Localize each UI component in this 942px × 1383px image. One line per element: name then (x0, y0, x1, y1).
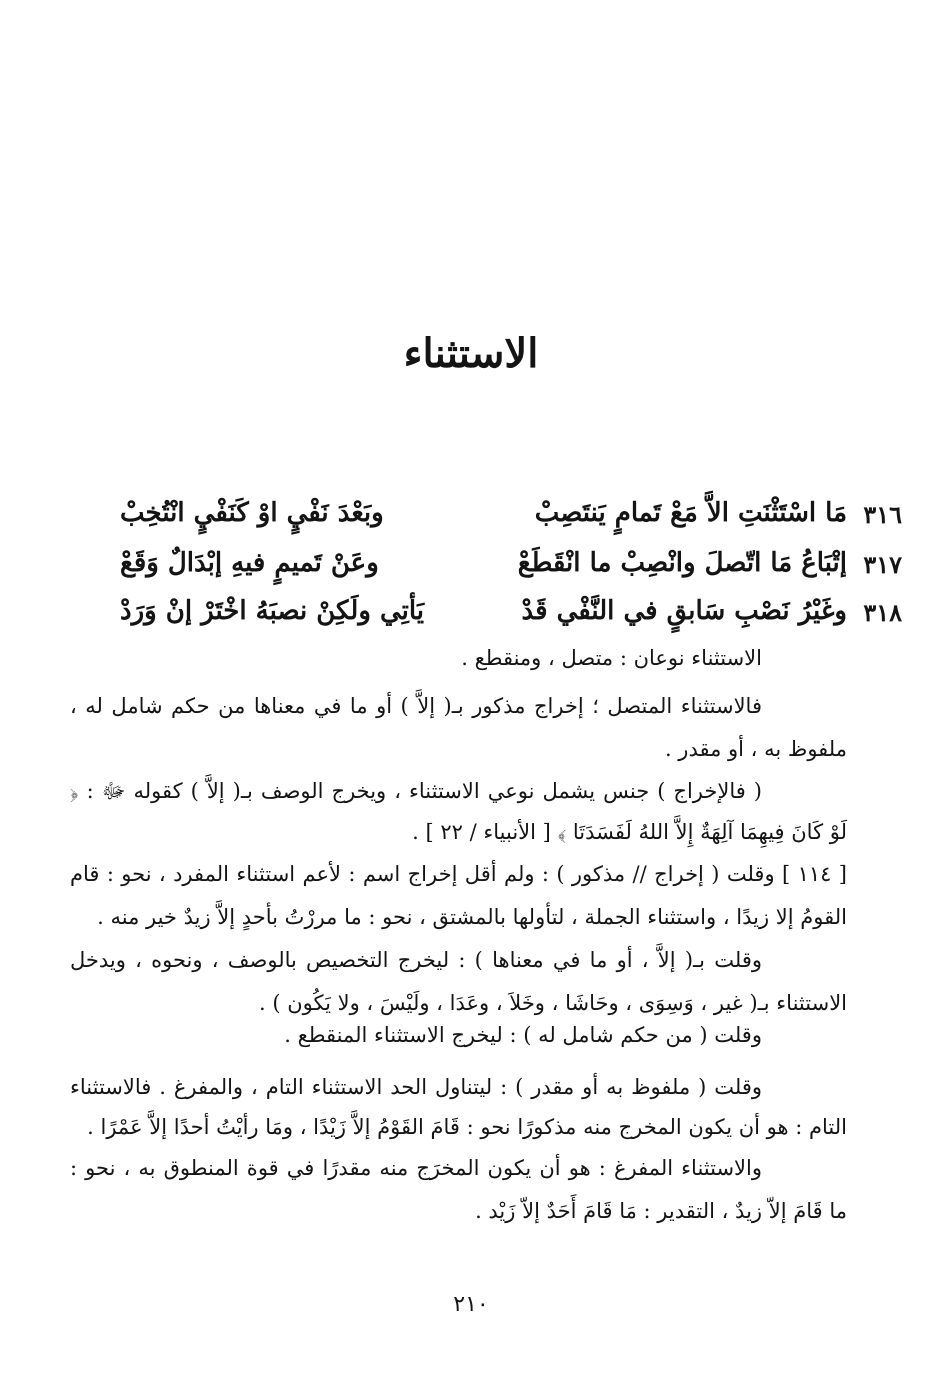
verse-first-hemistich: وغَيْرُ نَصْبِ سَابقٍ في النَّفْي قَدْ (521, 596, 847, 626)
verse-number: ٣١٧ (863, 550, 902, 579)
verse-second-hemistich: وبَعْدَ نَفْيٍ اوْ كَنَفْيٍ انْتُخِبْ (120, 498, 384, 528)
paragraph: وقلت ( ملفوظ به أو مقدر ) : ليتناول الحد الاستثناء التام ، والمفرغ . فالاستثناء التام : هو أن يكون المخرج منه مذكورًا نحو : قَامَ القَوْمُ إلاَّ زَيْدًا ، ومَا رأيْتُ أحدًا إلاَّ عَمْرًا . (70, 1075, 847, 1139)
paragraph: الاستثناء نوعان : متصل ، ومنقطع . (461, 646, 762, 670)
verse-first-hemistich: مَا اسْتَثْنَتِ الاَّ مَعْ تَمامٍ يَنتَصِبْ (534, 498, 847, 528)
paragraph: فالاستثناء المتصل ؛ إخراج مذكور بـ( إلاَّ ) أو ما في معناها من حكم شامل له ، ملفوظ به ، أو مقدر . (70, 694, 847, 761)
verse-first-hemistich: إتْبَاعُ مَا اتّصلَ وانْصِبْ ما انْقَطَعْ (517, 548, 847, 578)
verse-line (120, 548, 902, 592)
paragraph: وقلت بـ( إلاَّ ، أو ما في معناها ) : ليخرج التخصيص بالوصف ، ونحوه ، ويدخل الاستثناء بـ( غير ، وَسِوَى ، وحَاشَا ، وخَلاَ ، وعَدَا ، ولَيْسَ ، ولا يَكُون ) . (70, 948, 847, 1015)
verse-number: ٣١٨ (863, 598, 902, 627)
page-title: الاستثناء (403, 330, 539, 377)
paragraph: [ ١١٤ ] وقلت ( إخراج // مذكور ) : ولم أقل إخراج اسم : لأعم استثناء المفرد ، نحو : قام القومُ إلا زيدًا ، واستثناء الجملة ، لتأولها بالمشتق ، نحو : ما مررْتُ بأحدٍ إلاَّ زيدٌ خير منه . (70, 862, 848, 929)
paragraph: وقلت ( من حكم شامل له ) : ليخرج الاستثناء المنقطع . (284, 1023, 762, 1047)
paragraph: ( فالإخراج ) جنس يشمل نوعي الاستثناء ، ويخرج الوصف بـ( إلاَّ ) كقوله ﷻ : ﴿ لَوْ كَانَ فِيهِمَا آلِهَةٌ إِلاَّ اللهُ لَفَسَدَتَا ﴾ [ الأنبياء / ٢٢ ] . (70, 779, 847, 844)
verse-line (120, 498, 902, 542)
verse-second-hemistich: وعَنْ تَميمٍ فيهِ إبْدَالٌ وَقَعْ (120, 548, 379, 578)
verse-line (120, 596, 902, 640)
verse-number: ٣١٦ (863, 500, 902, 529)
page-number: ٢١٠ (453, 1292, 489, 1317)
body-text (70, 648, 847, 1233)
verse-second-hemistich: يَأتِي ولَكِنْ نصبَهُ اخْتَرْ إنْ وَرَدْ (120, 596, 425, 626)
paragraph: والاستثناء المفرغ : هو أن يكون المخرَج منه مقدرًا في قوة المنطوق به ، نحو : ما قَامَ إلاّ زيدٌ ، التقدير : مَا قَامَ أَحَدٌ إلاّ زَيْد . (70, 1156, 847, 1223)
